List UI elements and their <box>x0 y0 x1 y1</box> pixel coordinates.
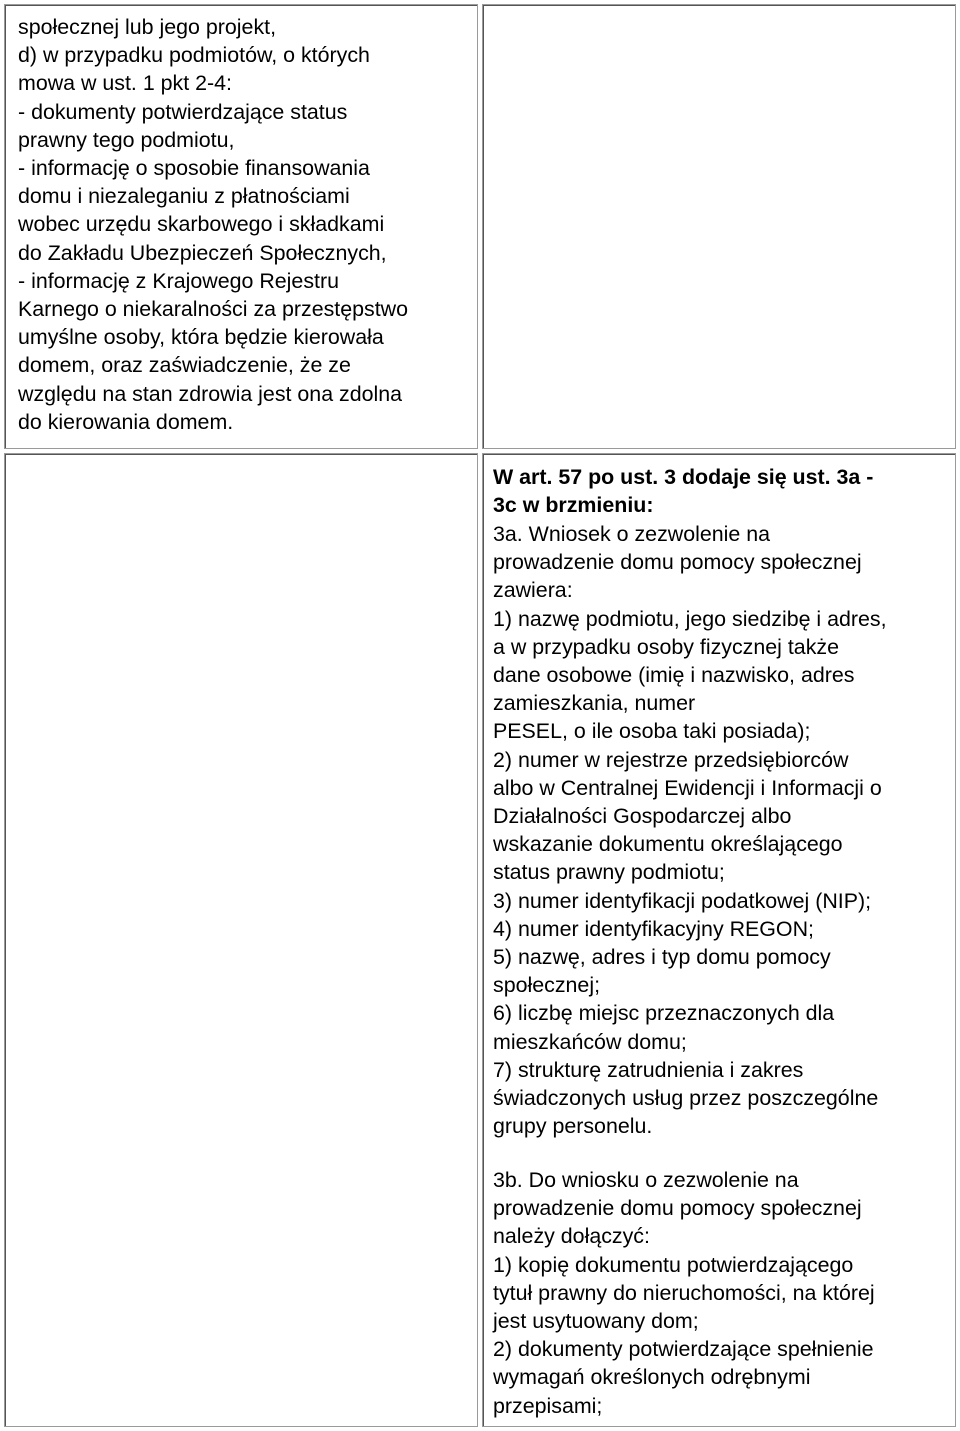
text-line: - informację o sposobie finansowania <box>18 156 370 181</box>
text-line: domu i niezaleganiu z płatnościami <box>18 184 350 209</box>
text-line: d) w przypadku podmiotów, o których <box>18 43 370 68</box>
paragraph-3a <box>493 520 887 1140</box>
text-line: wskazanie dokumentu określającego <box>493 832 843 857</box>
text-line: 6) liczbę miejsc przeznaczonych dla <box>493 1001 835 1026</box>
text-line: Działalności Gospodarczej albo <box>493 804 792 829</box>
text-line: świadczonych usług przez poszczególne <box>493 1086 879 1111</box>
text-line: należy dołączyć: <box>493 1224 650 1249</box>
text-line: prawny tego podmiotu, <box>18 127 235 152</box>
text-line: 5) nazwę, adres i typ domu pomocy <box>493 945 831 970</box>
text-line: wymagań określonych odrębnymi <box>493 1365 811 1390</box>
text-line: a w przypadku osoby fizycznej także <box>493 634 839 659</box>
paragraph-3b <box>493 1166 875 1420</box>
text-line: prowadzenie domu pomocy społecznej <box>493 550 862 575</box>
text-line: tytuł prawny do nieruchomości, na której <box>493 1280 875 1305</box>
text-line: status prawny podmiotu; <box>493 860 725 885</box>
text-line: 1) nazwę podmiotu, jego siedzibę i adres, <box>493 606 887 631</box>
text-line: 3) numer identyfikacji podatkowej (NIP); <box>493 888 872 913</box>
text-line: względu na stan zdrowia jest ona zdolna <box>18 381 403 406</box>
text-line: prowadzenie domu pomocy społecznej <box>493 1196 862 1221</box>
text-line: grupy personelu. <box>493 1114 653 1139</box>
text-line: społecznej lub jego projekt, <box>18 15 277 39</box>
text-line: mieszkańców domu; <box>493 1029 687 1054</box>
text-line: przepisami; <box>493 1393 603 1418</box>
text-line: mowa w ust. 1 pkt 2-4: <box>18 71 232 96</box>
text-line: 7) strukturę zatrudnienia i zakres <box>493 1057 804 1082</box>
text-line: - informację z Krajowego Rejestru <box>18 268 339 293</box>
text-line: do Zakładu Ubezpieczeń Społecznych, <box>18 240 387 265</box>
text-line: jest usytuowany dom; <box>493 1309 699 1334</box>
text-line: domem, oraz zaświadczenie, że ze <box>18 353 351 378</box>
heading-line: 3c w brzmieniu: <box>493 493 654 518</box>
text-line: 3a. Wniosek o zezwolenie na <box>493 522 771 546</box>
table-cell-right-top <box>482 4 956 449</box>
text-line: PESEL, o ile osoba taki posiada); <box>493 719 811 744</box>
table-cell-left-bottom <box>4 453 478 1427</box>
text-line: umyślne osoby, która będzie kierowała <box>18 325 384 350</box>
text-line: zawiera: <box>493 578 573 603</box>
text-line: wobec urzędu skarbowego i składkami <box>18 212 385 237</box>
heading-line: W art. 57 po ust. 3 dodaje się ust. 3a - <box>493 465 874 489</box>
left-column-text <box>18 13 408 436</box>
text-line: 1) kopię dokumentu potwierdzającego <box>493 1252 854 1277</box>
text-line: Karnego o niekaralności za przestępstwo <box>18 297 409 322</box>
amendment-heading <box>493 463 873 519</box>
text-line: 4) numer identyfikacyjny REGON; <box>493 916 814 941</box>
text-line: 3b. Do wniosku o zezwolenie na <box>493 1168 799 1192</box>
text-line: do kierowania domem. <box>18 409 234 434</box>
text-line: zamieszkania, numer <box>493 691 696 716</box>
text-line: - dokumenty potwierdzające status <box>18 99 348 124</box>
text-line: społecznej; <box>493 973 601 998</box>
text-line: dane osobowe (imię i nazwisko, adres <box>493 663 855 688</box>
text-line: 2) numer w rejestrze przedsiębiorców <box>493 747 849 772</box>
text-line: 2) dokumenty potwierdzające spełnienie <box>493 1337 874 1362</box>
text-line: albo w Centralnej Ewidencji i Informacji o <box>493 775 882 800</box>
